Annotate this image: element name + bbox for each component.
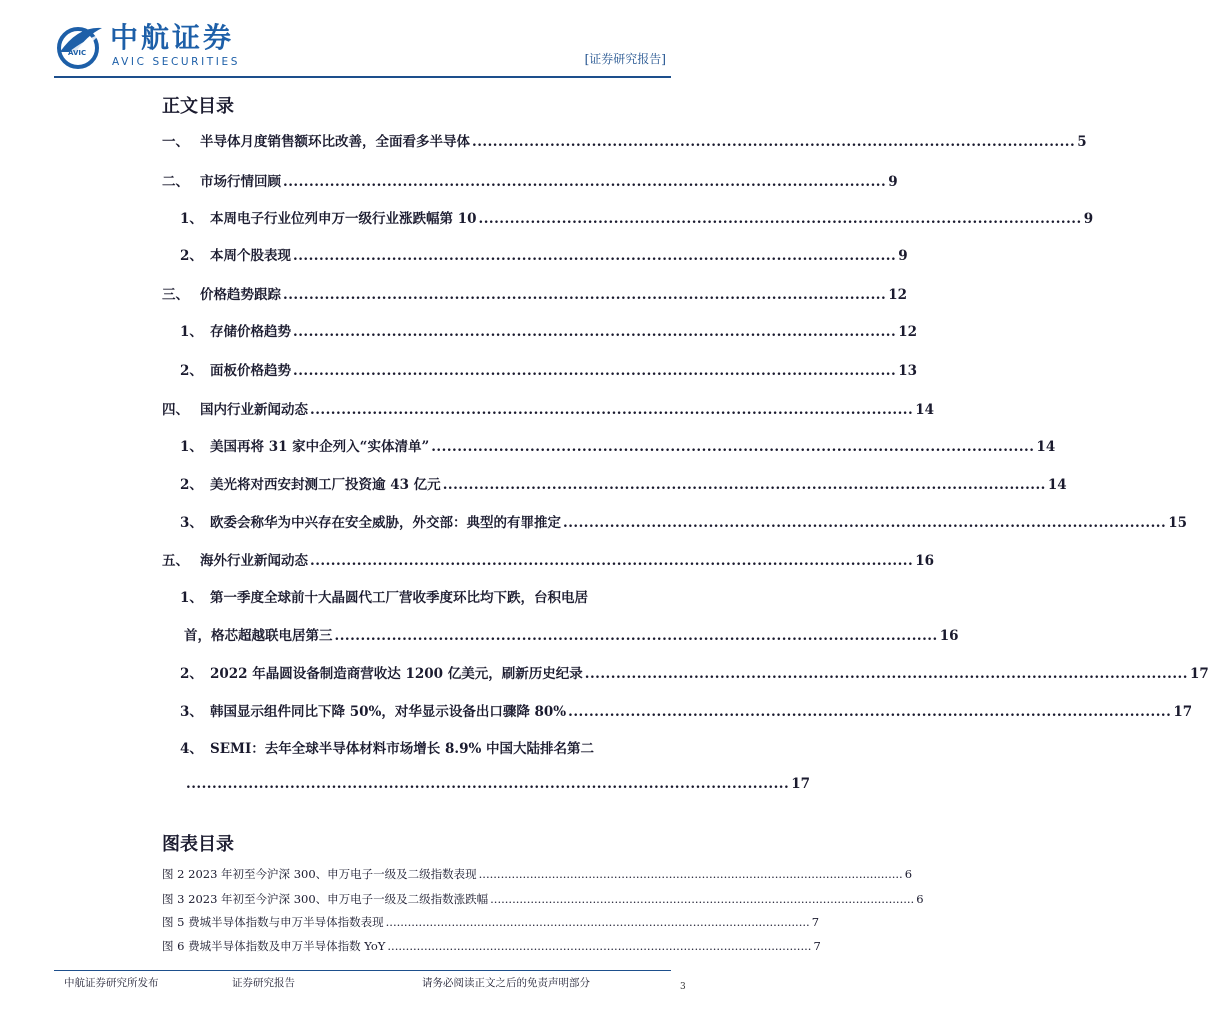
toc-entry[interactable] bbox=[162, 130, 1087, 150]
svg-text:AVIC: AVIC bbox=[68, 49, 87, 57]
leader-dots: .................................................................................................................... bbox=[472, 134, 1076, 150]
toc-entry-page: 9 bbox=[1083, 211, 1094, 227]
leader-dots: .................................................................................................................... bbox=[387, 939, 812, 953]
toc-entry-page: 17 bbox=[791, 776, 810, 792]
leader-dots: .................................................................................................................... bbox=[310, 402, 914, 418]
toc-entry-text: 海外行业新闻动态 bbox=[200, 553, 308, 569]
figure-entry-text: 图 6 费城半导体指数及申万半导体指数 YoY bbox=[162, 939, 386, 953]
figure-entry-page: 6 bbox=[904, 867, 913, 881]
leader-dots: .................................................................................................................... bbox=[385, 915, 810, 929]
toc-entry-number: 1、 bbox=[180, 324, 203, 340]
toc-entry-page: 15 bbox=[1168, 515, 1187, 531]
toc-entry-number: 3、 bbox=[180, 515, 203, 531]
figures-title: 图表目录 bbox=[162, 834, 234, 855]
toc-entry[interactable] bbox=[180, 586, 630, 606]
toc-entry-number: 4、 bbox=[180, 741, 203, 757]
leader-dots: .................................................................................................................... bbox=[334, 628, 938, 644]
toc-entry[interactable] bbox=[180, 244, 908, 264]
toc-entry-page: 5 bbox=[1077, 134, 1087, 150]
toc-entry[interactable] bbox=[180, 435, 1056, 455]
toc-entry-text: 欧委会称华为中兴存在安全威胁，外交部：典型的有罪推定 bbox=[210, 515, 561, 531]
toc-entry-text: 2022 年晶圆设备制造商营收达 1200 亿美元，刷新历史纪录 bbox=[210, 666, 583, 682]
toc-entry-text: 面板价格趋势 bbox=[210, 363, 291, 379]
toc-entry[interactable] bbox=[180, 320, 917, 340]
toc-entry-number: 1、 bbox=[180, 211, 203, 227]
toc-entry-number: 3、 bbox=[180, 704, 203, 720]
figure-entry-text: 图 5 费城半导体指数与申万半导体指数表现 bbox=[162, 915, 384, 929]
toc-entry[interactable] bbox=[180, 359, 917, 379]
toc-entry-number: 2、 bbox=[180, 477, 203, 493]
toc-entry-text: 半导体月度销售额环比改善，全面看多半导体 bbox=[200, 134, 470, 150]
report-tag: [证券研究报告] bbox=[584, 52, 666, 66]
toc-entry[interactable] bbox=[162, 549, 934, 569]
leader-dots: .................................................................................................................... bbox=[442, 477, 1046, 493]
toc-entry-page: 12 bbox=[888, 287, 907, 303]
toc-entry-page: 12 bbox=[898, 324, 917, 340]
figure-entry-text: 图 3 2023 年初至今沪深 300、申万电子一级及二级指数涨跌幅 bbox=[162, 892, 489, 906]
toc-entry-continuation[interactable] bbox=[184, 624, 959, 644]
leader-dots: .................................................................................................................... bbox=[478, 211, 1082, 227]
toc-entry[interactable] bbox=[162, 170, 898, 190]
toc-entry-page: 9 bbox=[888, 174, 898, 190]
toc-entry-page: 16 bbox=[939, 628, 959, 644]
toc-entry-number: 二、 bbox=[162, 174, 189, 190]
toc-entry-page: 17 bbox=[1173, 704, 1193, 720]
page-header bbox=[0, 0, 724, 82]
toc-entry-text: 韩国显示组件同比下降 50%，对华显示设备出口骤降 80% bbox=[210, 704, 567, 720]
figure-entry-page: 7 bbox=[811, 915, 820, 929]
header-divider bbox=[54, 76, 671, 78]
toc-entry-text: 第一季度全球前十大晶圆代工厂营收季度环比均下跌，台积电居 bbox=[210, 590, 588, 606]
toc-entry-text: 存储价格趋势 bbox=[210, 324, 291, 340]
figure-entry-text: 图 2 2023 年初至今沪深 300、申万电子一级及二级指数表现 bbox=[162, 867, 477, 881]
toc-entry-number: 五、 bbox=[162, 553, 189, 569]
toc-entry-number: 2、 bbox=[180, 666, 203, 682]
brand-name-en: AVIC SECURITIES bbox=[112, 56, 240, 68]
footer-report-type: 证券研究报告 bbox=[232, 977, 295, 989]
leader-dots: .................................................................................................................... bbox=[490, 892, 915, 906]
toc-entry-text: 美光将对西安封测工厂投资逾 43 亿元 bbox=[210, 477, 441, 493]
toc-entry-text: 国内行业新闻动态 bbox=[200, 402, 308, 418]
toc-entry-page: 9 bbox=[898, 248, 908, 264]
toc-entry-number: 2、 bbox=[180, 363, 203, 379]
leader-dots: .................................................................................................................... bbox=[293, 324, 897, 340]
toc-entry-number: 2、 bbox=[180, 248, 203, 264]
toc-entry-text: SEMI：去年全球半导体材料市场增长 8.9% 中国大陆排名第二 bbox=[210, 741, 595, 757]
avic-logo-icon bbox=[54, 22, 104, 70]
leader-dots: .................................................................................................................... bbox=[563, 515, 1167, 531]
footer-publisher: 中航证券研究所发布 bbox=[64, 977, 159, 989]
toc-entry[interactable] bbox=[180, 737, 630, 757]
toc-entry-page: 14 bbox=[1036, 439, 1056, 455]
leader-dots: .................................................................................................................... bbox=[283, 287, 887, 303]
toc-entry-number: 1、 bbox=[180, 590, 203, 606]
toc-entry-number: 1、 bbox=[180, 439, 203, 455]
toc-entry[interactable] bbox=[180, 473, 1067, 493]
toc-entry-page: 13 bbox=[898, 363, 917, 379]
footer-disclaimer: 请务必阅读正文之后的免责声明部分 bbox=[422, 977, 590, 989]
leader-dots: .................................................................................................................... bbox=[568, 704, 1172, 720]
toc-entry[interactable] bbox=[162, 398, 934, 418]
toc-entry-text: 本周电子行业位列申万一级行业涨跌幅第 10 bbox=[210, 211, 477, 227]
footer-divider bbox=[54, 970, 671, 971]
toc-entry[interactable] bbox=[180, 662, 1209, 682]
toc-entry-number: 四、 bbox=[162, 402, 189, 418]
leader-dots: .................................................................................................................... bbox=[310, 553, 914, 569]
figure-entry[interactable] bbox=[162, 891, 924, 907]
toc-entry-text: 价格趋势跟踪 bbox=[200, 287, 281, 303]
toc-entry-text: 市场行情回顾 bbox=[200, 174, 281, 190]
leader-dots: .................................................................................................................... bbox=[293, 363, 897, 379]
figure-entry[interactable] bbox=[162, 914, 820, 930]
toc-entry-continuation[interactable] bbox=[184, 776, 810, 792]
leader-dots: .................................................................................................................... bbox=[283, 174, 887, 190]
page-number: 3 bbox=[680, 982, 686, 992]
toc-entry[interactable] bbox=[180, 207, 1094, 227]
figure-entry[interactable] bbox=[162, 938, 821, 954]
leader-dots: .................................................................................................................... bbox=[293, 248, 897, 264]
figure-entry-page: 7 bbox=[813, 939, 821, 953]
toc-entry-page: 14 bbox=[915, 402, 934, 418]
toc-entry-page: 14 bbox=[1047, 477, 1067, 493]
toc-entry-text: 首，格芯超越联电居第三 bbox=[184, 628, 333, 644]
leader-dots: .................................................................................................................... bbox=[584, 666, 1188, 682]
leader-dots: .................................................................................................................... bbox=[431, 439, 1035, 455]
toc-entry-text: 美国再将 31 家中企列入“实体清单” bbox=[210, 439, 430, 455]
toc-title: 正文目录 bbox=[162, 96, 234, 117]
toc-entry-page: 16 bbox=[915, 553, 934, 569]
toc-entry-number: 一、 bbox=[162, 134, 189, 150]
figure-entry-page: 6 bbox=[916, 892, 924, 906]
leader-dots: .................................................................................................................... bbox=[478, 867, 903, 881]
leader-dots: .................................................................................................................... bbox=[186, 776, 790, 792]
figure-entry[interactable] bbox=[162, 866, 913, 882]
toc-entry-page: 17 bbox=[1189, 666, 1209, 682]
toc-entry-text: 本周个股表现 bbox=[210, 248, 291, 264]
toc-entry-number: 三、 bbox=[162, 287, 189, 303]
toc-entry[interactable] bbox=[180, 511, 1187, 531]
toc-entry[interactable] bbox=[162, 283, 907, 303]
toc-entry[interactable] bbox=[180, 700, 1193, 720]
brand-name-cn: 中航证券 bbox=[110, 21, 235, 54]
